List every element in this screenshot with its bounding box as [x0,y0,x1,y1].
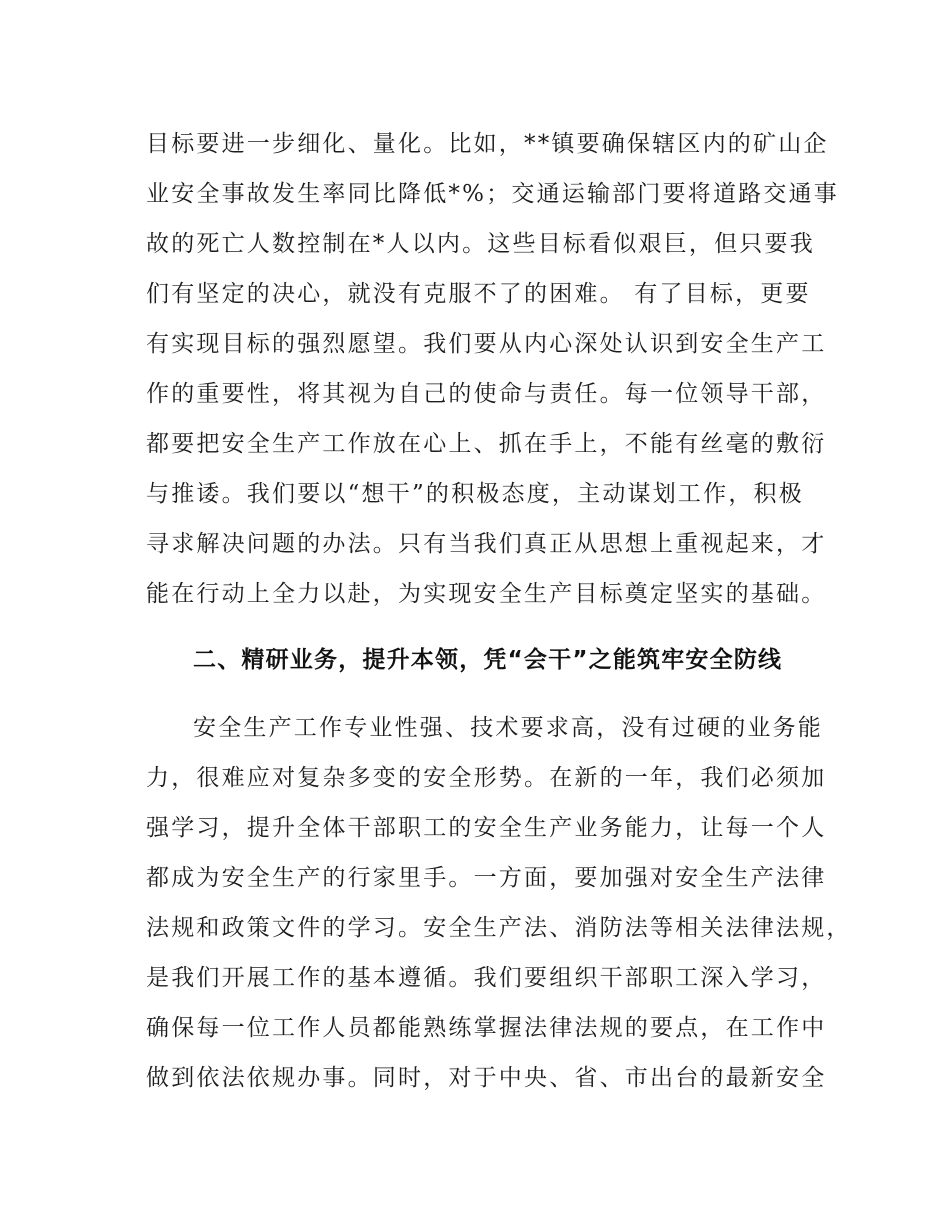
paragraph-1-line-2: 业安全事故发生率同比降低*%；交通运输部门要将道路交通事 [146,181,839,207]
paragraph-2-line-7: 确保每一位工作人员都能熟练掌握法律法规的要点，在工作中 [146,1015,827,1041]
paragraph-1-line-5: 有实现目标的强烈愿望。我们要从内心深处认识到安全生产工 [146,331,827,357]
paragraph-1-line-1: 目标要进一步细化、量化。比如，**镇要确保辖区内的矿山企 [146,131,829,157]
paragraph-2-line-1: 安全生产工作专业性强、技术要求高，没有过硬的业务能 [193,715,823,741]
paragraph-1-line-7: 都要把安全生产工作放在心上、抓在手上，不能有丝毫的敷衍 [146,431,827,457]
paragraph-1-line-6: 作的重要性，将其视为自己的使命与责任。每一位领导干部， [146,381,827,407]
paragraph-1-line-9: 寻求解决问题的办法。只有当我们真正从思想上重视起来，才 [146,531,827,557]
paragraph-2-line-3: 强学习，提升全体干部职工的安全生产业务能力，让每一个人 [146,815,827,841]
paragraph-2-line-5: 法规和政策文件的学习。安全生产法、消防法等相关法律法规， [146,915,852,941]
paragraph-2-line-6: 是我们开展工作的基本遵循。我们要组织干部职工深入学习， [146,965,827,991]
paragraph-2-line-2: 力，很难应对复杂多变的安全形势。在新的一年，我们必须加 [146,765,827,791]
paragraph-1-line-8: 与推诿。我们要以“想干”的积极态度，主动谋划工作，积极 [146,481,804,507]
paragraph-2-line-8: 做到依法依规办事。同时，对于中央、省、市出台的最新安全 [146,1065,827,1091]
section-2-heading: 二、精研业务，提升本领，凭“会干”之能筑牢安全防线 [193,647,783,673]
paragraph-2-line-4: 都成为安全生产的行家里手。一方面，要加强对安全生产法律 [146,865,827,891]
paragraph-1-line-10: 能在行动上全力以赴，为实现安全生产目标奠定坚实的基础。 [146,581,827,607]
paragraph-1-line-3: 故的死亡人数控制在*人以内。这些目标看似艰巨，但只要我 [146,231,815,257]
paragraph-1-line-4: 们有坚定的决心，就没有克服不了的困难。 有了目标，更要 [146,281,811,307]
